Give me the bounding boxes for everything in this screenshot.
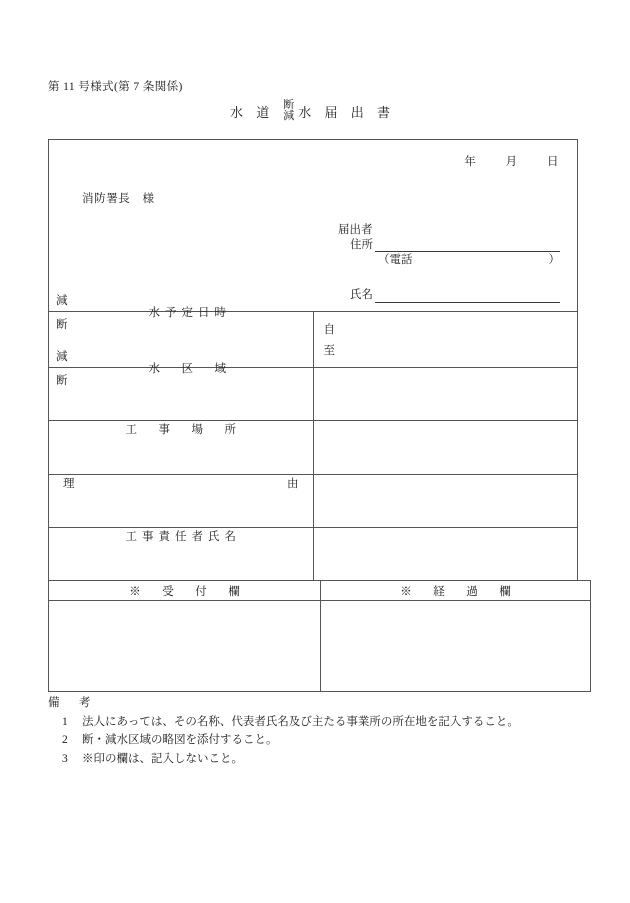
label-stack-bottom-gen: 減 — [56, 295, 68, 307]
date-line — [464, 153, 559, 169]
title-stack-top: 断 — [283, 99, 295, 111]
tel-label-open: （電話 — [378, 254, 413, 267]
note-text: ※印の欄は、記入しないこと。 — [82, 752, 243, 765]
from-marker: 自 — [323, 323, 335, 336]
form-number: 第 11 号様式(第 7 条関係) — [48, 81, 183, 93]
submitter-block — [338, 221, 560, 303]
date-month-label: 月 — [505, 156, 518, 168]
label-cell-suspension-area — [49, 351, 314, 421]
submitter-tel-row — [338, 251, 560, 267]
to-marker: 至 — [323, 345, 335, 358]
label-reason-right: 由 — [287, 478, 299, 490]
value-cell-suspension-datetime[interactable] — [313, 312, 578, 368]
note-number: 1 — [62, 715, 68, 728]
document-title — [0, 100, 630, 122]
value-cell-responsible-person[interactable] — [313, 528, 578, 581]
addressee-label: 消防署長 様 — [82, 193, 155, 205]
label-construction-place: 工 事 場 所 — [125, 424, 241, 436]
value-cell-construction-place[interactable] — [313, 421, 578, 475]
title-stacked-chars — [283, 100, 294, 122]
table-row-suspension-area — [49, 368, 578, 421]
label-reason-left: 理 — [63, 478, 75, 490]
official-use-body-row — [49, 601, 591, 692]
note-text: 断・減水区域の略図を添付すること。 — [82, 734, 278, 746]
label-stack-top-dan: 断 — [56, 375, 68, 387]
reception-column-header: ※ 受 付 欄 — [49, 581, 321, 601]
tel-label-close: ） — [548, 254, 560, 267]
address-input-line[interactable] — [375, 238, 560, 252]
label-cell-responsible-person — [49, 528, 314, 581]
note-number: 3 — [62, 752, 68, 765]
main-form-table — [48, 139, 578, 581]
progress-column-header: ※ 経 過 欄 — [321, 581, 591, 601]
label-cell-reason — [49, 475, 314, 528]
official-use-table — [48, 580, 591, 692]
progress-column-body[interactable] — [321, 601, 591, 692]
from-to-markers — [324, 312, 336, 367]
label-stack-bottom-gen: 減 — [56, 351, 68, 363]
submitter-address-row — [338, 238, 560, 252]
notes-title: 備 考 — [48, 697, 95, 709]
note-item — [48, 717, 519, 729]
table-row-reason — [49, 475, 578, 528]
label-cell-construction-place — [49, 421, 314, 475]
name-input-line[interactable] — [375, 289, 560, 303]
table-row-responsible-person — [49, 528, 578, 581]
address-label: 住所 — [350, 239, 373, 251]
title-stack-bottom: 減 — [283, 110, 295, 123]
note-text: 法人にあっては、その名称、代表者氏名及び主たる事業所の所在地を記入すること。 — [82, 715, 519, 728]
label-responsible-person: 工事責任者氏名 — [125, 531, 241, 543]
date-year-label: 年 — [464, 156, 477, 168]
table-row-construction-place — [49, 421, 578, 475]
note-item — [48, 754, 519, 766]
label-reason-group — [49, 475, 313, 491]
value-cell-suspension-area[interactable] — [313, 368, 578, 421]
title-suffix: 水 届 出 書 — [298, 104, 396, 120]
note-item — [48, 735, 519, 747]
label-stack-top-dan: 断 — [56, 319, 68, 331]
submitter-name-row — [338, 288, 560, 302]
value-cell-reason[interactable] — [313, 475, 578, 528]
table-row-header — [49, 140, 578, 312]
reception-column-body[interactable] — [49, 601, 321, 692]
notes-section — [48, 698, 519, 765]
date-day-label: 日 — [547, 156, 559, 168]
official-use-header-row — [49, 581, 591, 601]
title-prefix: 水 道 — [229, 104, 275, 120]
note-number: 2 — [62, 734, 68, 746]
submitter-heading: 届出者 — [338, 224, 373, 236]
name-label: 氏名 — [350, 289, 373, 302]
label-main-water-datetime: 水予定日時 — [148, 307, 231, 319]
label-main-water-area: 水 区 域 — [148, 363, 231, 375]
tel-input-line[interactable] — [413, 254, 549, 267]
header-block-cell — [49, 140, 578, 312]
